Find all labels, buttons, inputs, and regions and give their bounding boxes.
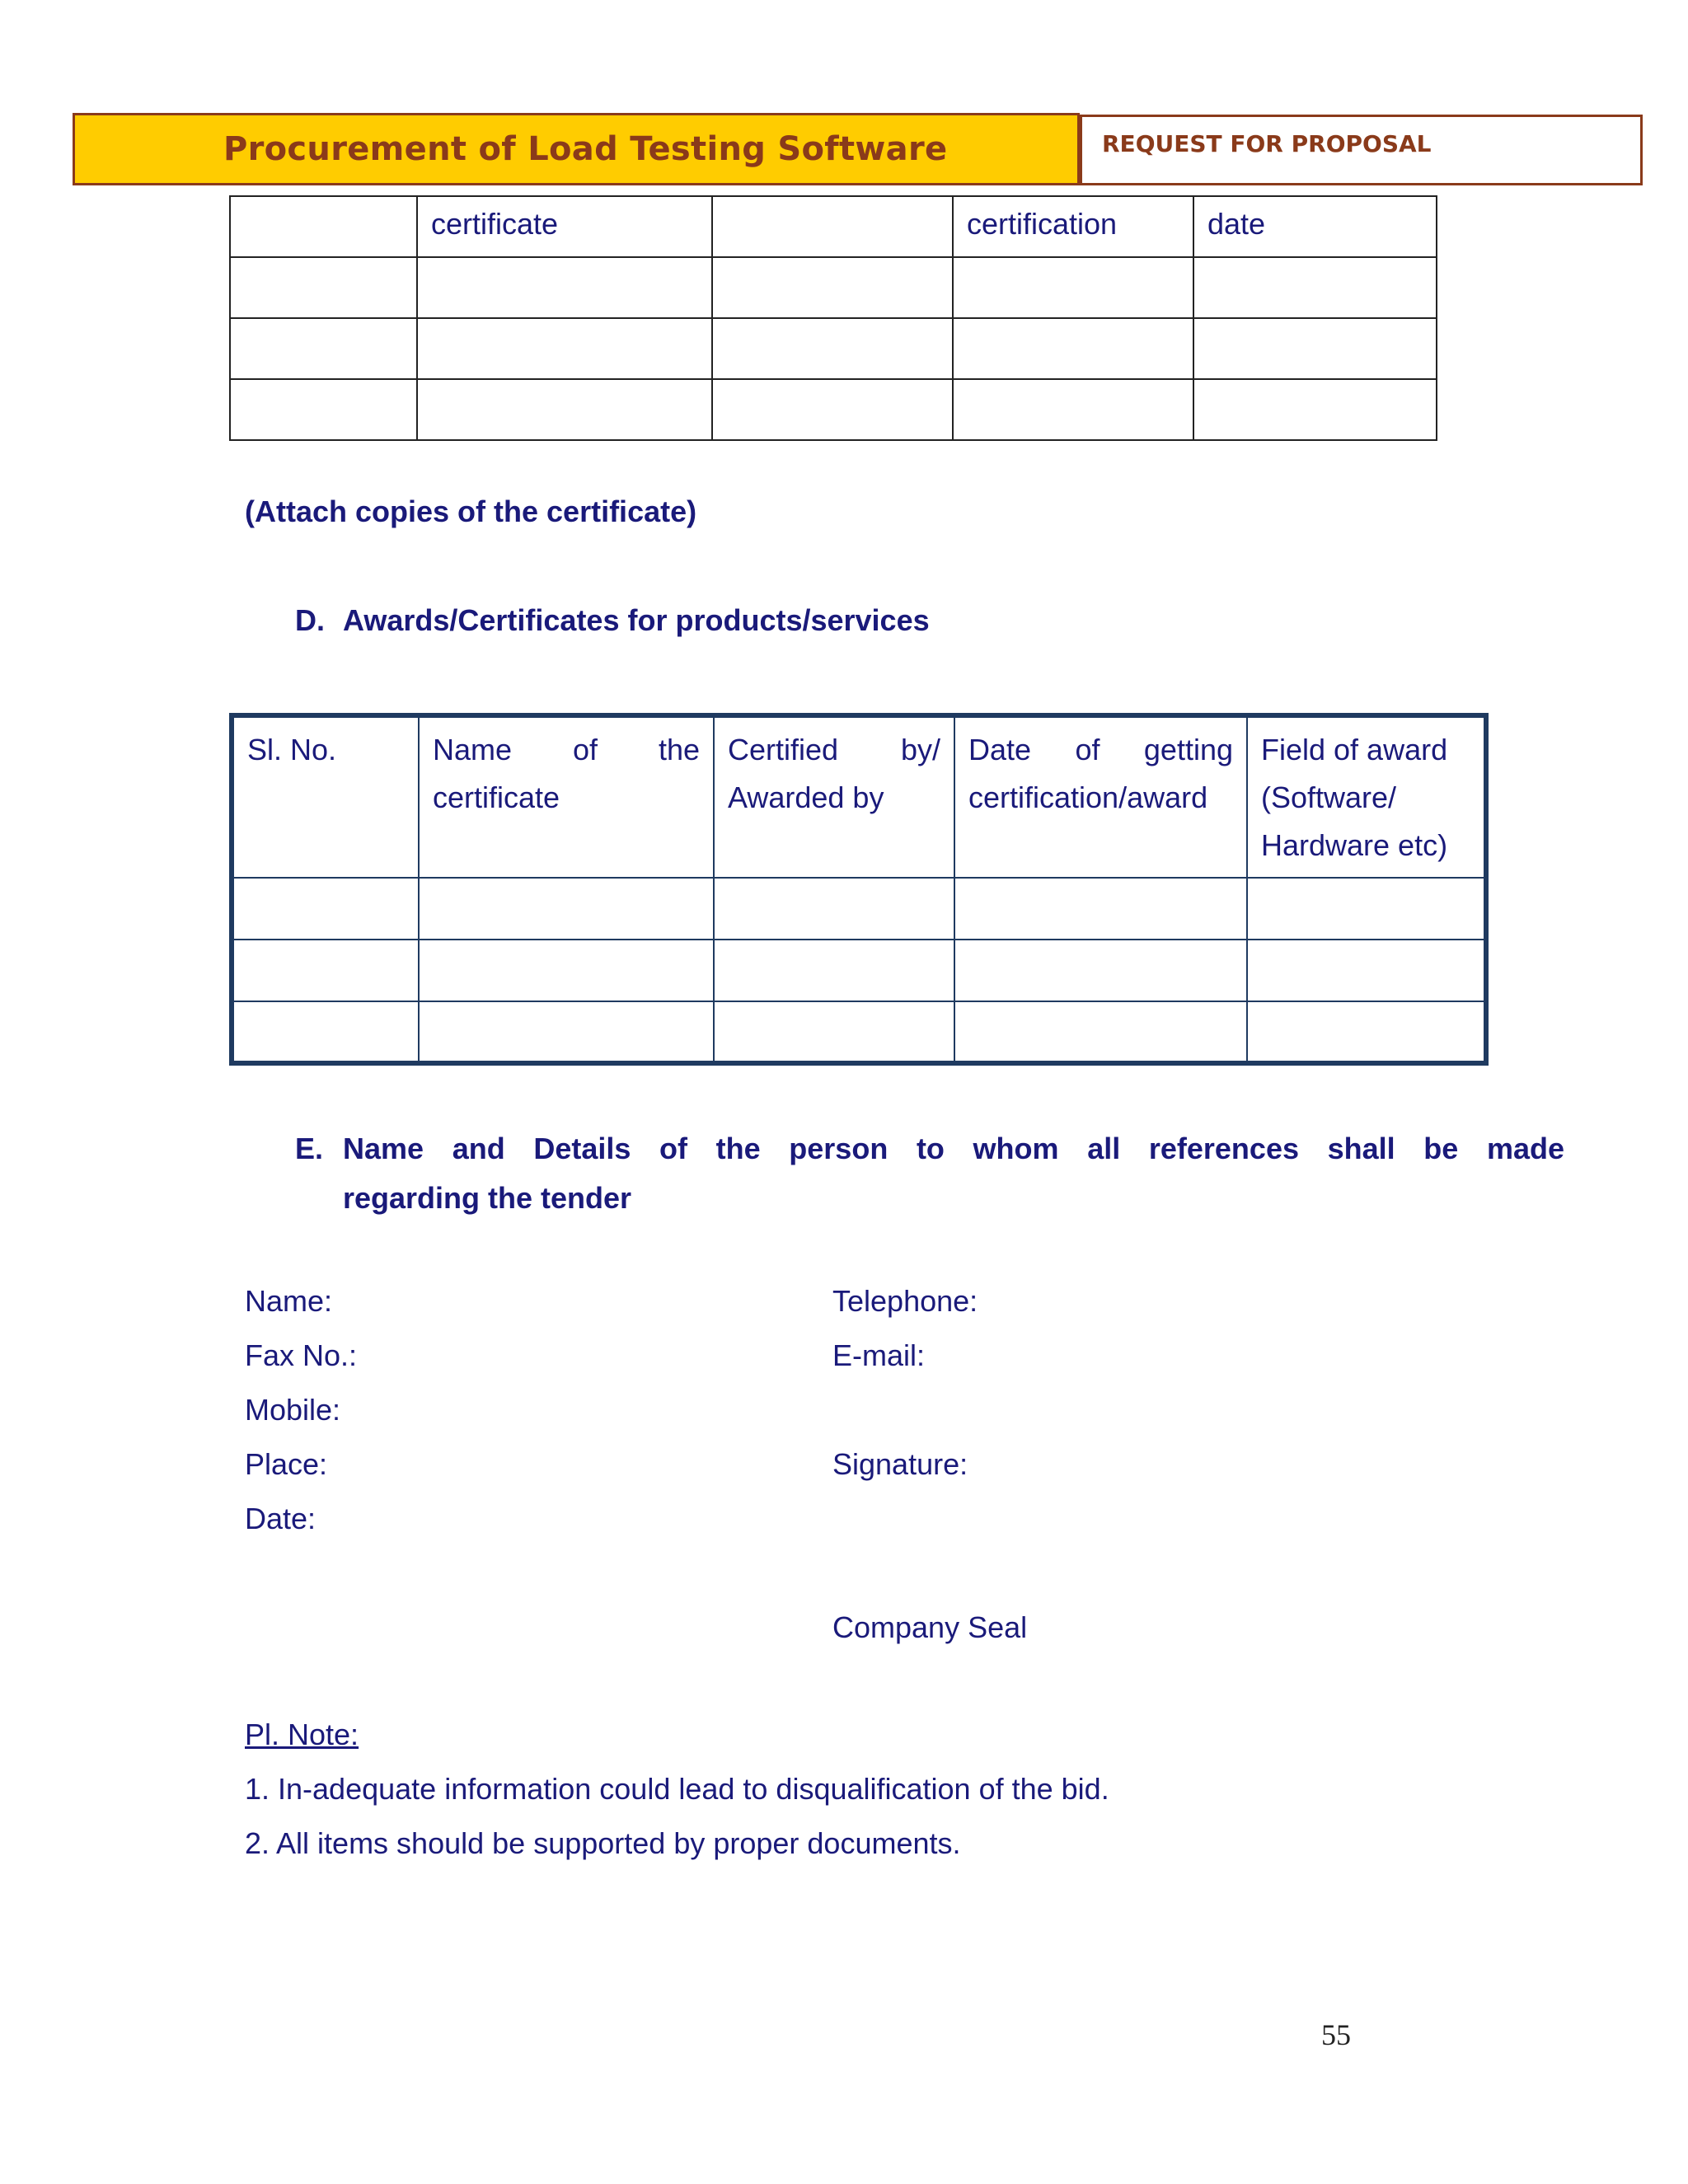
table-cell[interactable] <box>230 318 417 379</box>
section-e-line1: Name and Details of the person to whom all references shall be made <box>343 1132 1564 1165</box>
field-signature-label: Signature: <box>832 1447 968 1481</box>
document-type: REQUEST FOR PROPOSAL <box>1102 130 1432 157</box>
table-cell: certification <box>953 196 1193 257</box>
field-fax-label: Fax No.: <box>245 1338 358 1372</box>
section-d-letter: D. <box>295 603 325 637</box>
field-name-label: Name: <box>245 1284 333 1318</box>
header-sl-no: Sl. No. <box>232 715 419 878</box>
table-cell[interactable] <box>953 379 1193 440</box>
table-row <box>232 1001 1486 1063</box>
table-cell[interactable] <box>417 257 712 318</box>
table-cell[interactable] <box>953 318 1193 379</box>
attach-note: (Attach copies of the certificate) <box>245 494 697 528</box>
table-cell[interactable] <box>419 1001 714 1063</box>
table-row <box>230 379 1437 440</box>
company-seal-label: Company Seal <box>832 1610 1028 1644</box>
table-cell[interactable] <box>1193 318 1437 379</box>
table-cell[interactable] <box>1247 878 1486 940</box>
table-cell[interactable] <box>232 1001 419 1063</box>
table-cell <box>230 196 417 257</box>
section-d-title: Awards/Certificates for products/services <box>343 603 930 637</box>
table-row <box>232 878 1486 940</box>
section-e-letter: E. <box>295 1132 324 1165</box>
table-cell <box>712 196 953 257</box>
note-heading: Pl. Note: <box>245 1718 359 1751</box>
field-telephone-label: Telephone: <box>832 1284 978 1318</box>
header-certified-by: Certified by/ Awarded by <box>714 715 954 878</box>
document-title: Procurement of Load Testing Software <box>223 130 948 168</box>
table-cell[interactable] <box>714 1001 954 1063</box>
table-cell[interactable] <box>954 878 1247 940</box>
table-cell[interactable] <box>419 878 714 940</box>
note-item: 1. In-adequate information could lead to disqualification of the bid. <box>245 1772 1109 1806</box>
table-cell[interactable] <box>714 940 954 1001</box>
table-cell[interactable] <box>953 257 1193 318</box>
table-cell[interactable] <box>230 257 417 318</box>
table-row <box>230 257 1437 318</box>
field-date-label: Date: <box>245 1502 316 1535</box>
field-place-label: Place: <box>245 1447 328 1481</box>
table-row <box>232 940 1486 1001</box>
header-date-of-certification: Date of getting certification/award <box>954 715 1247 878</box>
table-row <box>230 318 1437 379</box>
note-item: 2. All items should be supported by proper documents. <box>245 1826 961 1860</box>
field-mobile-label: Mobile: <box>245 1393 341 1427</box>
header-title-box <box>73 113 1080 185</box>
table-cell: certificate <box>417 196 712 257</box>
table-cell[interactable] <box>417 379 712 440</box>
awards-table <box>229 713 1489 1066</box>
table-cell[interactable] <box>1247 1001 1486 1063</box>
table-cell[interactable] <box>417 318 712 379</box>
table-cell[interactable] <box>954 940 1247 1001</box>
section-e-line2: regarding the tender <box>343 1181 632 1215</box>
header-doc-type-box <box>1080 115 1643 185</box>
table-cell: date <box>1193 196 1437 257</box>
table-cell[interactable] <box>232 878 419 940</box>
section-e-heading <box>295 1124 1564 1223</box>
field-email-label: E-mail: <box>832 1338 926 1372</box>
table-cell[interactable] <box>712 318 953 379</box>
table-cell[interactable] <box>1193 379 1437 440</box>
table-header-row <box>232 715 1486 878</box>
table-row <box>230 196 1437 257</box>
certification-table-continued <box>229 195 1437 441</box>
header-field-of-award: Field of award (Software/ Hardware etc) <box>1247 715 1486 878</box>
table-cell[interactable] <box>954 1001 1247 1063</box>
table-cell[interactable] <box>714 878 954 940</box>
header-certificate-name: Name of the certificate <box>419 715 714 878</box>
table-cell[interactable] <box>232 940 419 1001</box>
table-cell[interactable] <box>1193 257 1437 318</box>
table-cell[interactable] <box>230 379 417 440</box>
table-cell[interactable] <box>712 379 953 440</box>
table-cell[interactable] <box>712 257 953 318</box>
table-cell[interactable] <box>419 940 714 1001</box>
table-cell[interactable] <box>1247 940 1486 1001</box>
page-number: 55 <box>1321 2018 1351 2051</box>
